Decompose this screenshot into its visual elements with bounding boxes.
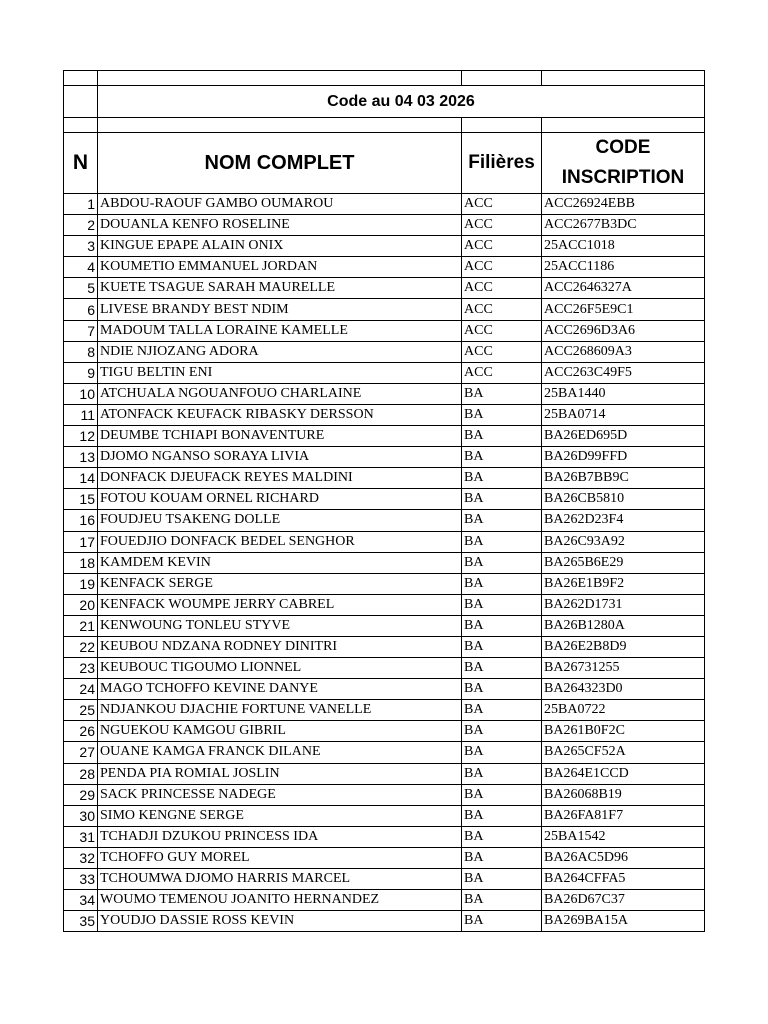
row-name: SACK PRINCESSE NADEGE bbox=[98, 784, 462, 805]
row-name: DEUMBE TCHIAPI BONAVENTURE bbox=[98, 426, 462, 447]
row-filiere: BA bbox=[462, 404, 542, 425]
row-name: TCHOFFO GUY MOREL bbox=[98, 847, 462, 868]
row-number: 31 bbox=[64, 826, 98, 847]
row-code: BA264323D0 bbox=[542, 679, 705, 700]
row-name: NGUEKOU KAMGOU GIBRIL bbox=[98, 721, 462, 742]
row-code: BA26AC5D96 bbox=[542, 847, 705, 868]
row-code: BA26D67C37 bbox=[542, 890, 705, 911]
row-filiere: BA bbox=[462, 742, 542, 763]
row-filiere: ACC bbox=[462, 194, 542, 215]
header-n: N bbox=[64, 133, 98, 194]
row-code: BA26068B19 bbox=[542, 784, 705, 805]
row-filiere: BA bbox=[462, 847, 542, 868]
row-filiere: ACC bbox=[462, 299, 542, 320]
empty-cell bbox=[462, 71, 542, 86]
title-row bbox=[64, 86, 705, 118]
row-filiere: BA bbox=[462, 447, 542, 468]
row-code: BA264CFFA5 bbox=[542, 869, 705, 890]
table-row bbox=[64, 362, 705, 383]
table-row bbox=[64, 784, 705, 805]
row-number: 22 bbox=[64, 636, 98, 657]
table-row bbox=[64, 299, 705, 320]
row-code: BA26E1B9F2 bbox=[542, 573, 705, 594]
row-code: 25BA0714 bbox=[542, 404, 705, 425]
row-name: KAMDEM KEVIN bbox=[98, 552, 462, 573]
row-number: 29 bbox=[64, 784, 98, 805]
table-row bbox=[64, 869, 705, 890]
empty-cell bbox=[64, 118, 98, 133]
row-code: BA262D1731 bbox=[542, 594, 705, 615]
row-name: OUANE KAMGA FRANCK DILANE bbox=[98, 742, 462, 763]
row-number: 12 bbox=[64, 426, 98, 447]
table-row bbox=[64, 826, 705, 847]
row-filiere: BA bbox=[462, 594, 542, 615]
row-code: ACC2646327A bbox=[542, 278, 705, 299]
table-row bbox=[64, 531, 705, 552]
row-number: 18 bbox=[64, 552, 98, 573]
row-name: KEUBOU NDZANA RODNEY DINITRI bbox=[98, 636, 462, 657]
row-number: 13 bbox=[64, 447, 98, 468]
row-filiere: BA bbox=[462, 826, 542, 847]
row-number: 14 bbox=[64, 468, 98, 489]
row-name: KENFACK SERGE bbox=[98, 573, 462, 594]
table-row bbox=[64, 679, 705, 700]
table-row bbox=[64, 658, 705, 679]
table-row bbox=[64, 721, 705, 742]
row-number: 27 bbox=[64, 742, 98, 763]
row-filiere: ACC bbox=[462, 341, 542, 362]
empty-cell bbox=[98, 71, 462, 86]
row-code: BA26C93A92 bbox=[542, 531, 705, 552]
row-number: 3 bbox=[64, 236, 98, 257]
row-filiere: BA bbox=[462, 721, 542, 742]
row-code: 25BA1440 bbox=[542, 383, 705, 404]
row-filiere: BA bbox=[462, 615, 542, 636]
row-number: 6 bbox=[64, 299, 98, 320]
row-number: 34 bbox=[64, 890, 98, 911]
row-number: 32 bbox=[64, 847, 98, 868]
table-row bbox=[64, 426, 705, 447]
header-row bbox=[64, 133, 705, 194]
row-code: ACC26F5E9C1 bbox=[542, 299, 705, 320]
row-number: 19 bbox=[64, 573, 98, 594]
row-code: ACC268609A3 bbox=[542, 341, 705, 362]
blank-row bbox=[64, 71, 705, 86]
row-filiere: BA bbox=[462, 763, 542, 784]
table-row bbox=[64, 847, 705, 868]
row-code: BA26B7BB9C bbox=[542, 468, 705, 489]
row-name: KOUMETIO EMMANUEL JORDAN bbox=[98, 257, 462, 278]
row-filiere: ACC bbox=[462, 257, 542, 278]
table-row bbox=[64, 257, 705, 278]
blank-row bbox=[64, 118, 705, 133]
row-code: BA262D23F4 bbox=[542, 510, 705, 531]
empty-cell bbox=[542, 118, 705, 133]
table-row bbox=[64, 489, 705, 510]
empty-cell bbox=[542, 71, 705, 86]
row-filiere: BA bbox=[462, 531, 542, 552]
empty-cell bbox=[462, 118, 542, 133]
table-row bbox=[64, 278, 705, 299]
row-filiere: BA bbox=[462, 658, 542, 679]
table-row bbox=[64, 447, 705, 468]
empty-cell bbox=[64, 71, 98, 86]
row-filiere: BA bbox=[462, 489, 542, 510]
row-name: DONFACK DJEUFACK REYES MALDINI bbox=[98, 468, 462, 489]
row-filiere: BA bbox=[462, 426, 542, 447]
row-name: KINGUE EPAPE ALAIN ONIX bbox=[98, 236, 462, 257]
row-name: LIVESE BRANDY BEST NDIM bbox=[98, 299, 462, 320]
row-number: 8 bbox=[64, 341, 98, 362]
row-name: ABDOU-RAOUF GAMBO OUMAROU bbox=[98, 194, 462, 215]
row-filiere: ACC bbox=[462, 236, 542, 257]
table-row bbox=[64, 573, 705, 594]
table-row bbox=[64, 468, 705, 489]
table-row bbox=[64, 805, 705, 826]
row-number: 2 bbox=[64, 215, 98, 236]
table-row bbox=[64, 215, 705, 236]
row-number: 15 bbox=[64, 489, 98, 510]
header-code-line1: CODE bbox=[595, 137, 651, 158]
row-name: MAGO TCHOFFO KEVINE DANYE bbox=[98, 679, 462, 700]
row-filiere: BA bbox=[462, 805, 542, 826]
row-number: 33 bbox=[64, 869, 98, 890]
row-name: NDJANKOU DJACHIE FORTUNE VANELLE bbox=[98, 700, 462, 721]
table-row bbox=[64, 763, 705, 784]
row-code: BA265B6E29 bbox=[542, 552, 705, 573]
row-filiere: BA bbox=[462, 679, 542, 700]
row-code: ACC26924EBB bbox=[542, 194, 705, 215]
row-code: BA26ED695D bbox=[542, 426, 705, 447]
row-name: SIMO KENGNE SERGE bbox=[98, 805, 462, 826]
row-number: 7 bbox=[64, 320, 98, 341]
row-number: 23 bbox=[64, 658, 98, 679]
row-code: ACC2696D3A6 bbox=[542, 320, 705, 341]
table-body bbox=[64, 71, 705, 932]
row-code: BA26B1280A bbox=[542, 615, 705, 636]
row-name: DOUANLA KENFO ROSELINE bbox=[98, 215, 462, 236]
row-code: BA26CB5810 bbox=[542, 489, 705, 510]
row-name: MADOUM TALLA LORAINE KAMELLE bbox=[98, 320, 462, 341]
row-name: FOUEDJIO DONFACK BEDEL SENGHOR bbox=[98, 531, 462, 552]
row-filiere: ACC bbox=[462, 320, 542, 341]
row-code: BA26E2B8D9 bbox=[542, 636, 705, 657]
row-name: TCHADJI DZUKOU PRINCESS IDA bbox=[98, 826, 462, 847]
row-filiere: BA bbox=[462, 700, 542, 721]
row-code: BA269BA15A bbox=[542, 911, 705, 932]
empty-cell bbox=[98, 118, 462, 133]
row-number: 9 bbox=[64, 362, 98, 383]
table-row bbox=[64, 700, 705, 721]
row-number: 25 bbox=[64, 700, 98, 721]
row-number: 1 bbox=[64, 194, 98, 215]
row-number: 26 bbox=[64, 721, 98, 742]
table-row bbox=[64, 236, 705, 257]
table-row bbox=[64, 615, 705, 636]
row-number: 11 bbox=[64, 404, 98, 425]
row-filiere: BA bbox=[462, 784, 542, 805]
row-number: 28 bbox=[64, 763, 98, 784]
empty-cell bbox=[64, 86, 98, 118]
row-number: 17 bbox=[64, 531, 98, 552]
row-code: 25BA1542 bbox=[542, 826, 705, 847]
table-row bbox=[64, 194, 705, 215]
row-name: DJOMO NGANSO SORAYA LIVIA bbox=[98, 447, 462, 468]
row-code: ACC263C49F5 bbox=[542, 362, 705, 383]
row-code: BA261B0F2C bbox=[542, 721, 705, 742]
header-code-line2: INSCRIPTION bbox=[561, 167, 685, 188]
table-row bbox=[64, 383, 705, 404]
row-name: KEUBOUC TIGOUMO LIONNEL bbox=[98, 658, 462, 679]
row-number: 16 bbox=[64, 510, 98, 531]
row-code: ACC2677B3DC bbox=[542, 215, 705, 236]
table-row bbox=[64, 742, 705, 763]
row-name: TIGU BELTIN ENI bbox=[98, 362, 462, 383]
row-number: 10 bbox=[64, 383, 98, 404]
row-filiere: BA bbox=[462, 468, 542, 489]
row-code: BA26731255 bbox=[542, 658, 705, 679]
row-filiere: BA bbox=[462, 573, 542, 594]
row-code: BA265CF52A bbox=[542, 742, 705, 763]
row-name: PENDA PIA ROMIAL JOSLIN bbox=[98, 763, 462, 784]
row-filiere: BA bbox=[462, 510, 542, 531]
table-row bbox=[64, 341, 705, 362]
row-filiere: ACC bbox=[462, 215, 542, 236]
row-number: 20 bbox=[64, 594, 98, 615]
row-name: KENWOUNG TONLEU STYVE bbox=[98, 615, 462, 636]
page-title: Code au 04 03 2026 bbox=[98, 86, 705, 118]
table-row bbox=[64, 404, 705, 425]
row-number: 35 bbox=[64, 911, 98, 932]
row-name: YOUDJO DASSIE ROSS KEVIN bbox=[98, 911, 462, 932]
table-row bbox=[64, 510, 705, 531]
table-row bbox=[64, 320, 705, 341]
row-name: KUETE TSAGUE SARAH MAURELLE bbox=[98, 278, 462, 299]
row-name: FOTOU KOUAM ORNEL RICHARD bbox=[98, 489, 462, 510]
row-filiere: BA bbox=[462, 869, 542, 890]
row-number: 4 bbox=[64, 257, 98, 278]
row-code: 25ACC1186 bbox=[542, 257, 705, 278]
row-code: BA264E1CCD bbox=[542, 763, 705, 784]
row-code: BA26D99FFD bbox=[542, 447, 705, 468]
row-name: WOUMO TEMENOU JOANITO HERNANDEZ bbox=[98, 890, 462, 911]
row-number: 24 bbox=[64, 679, 98, 700]
row-filiere: BA bbox=[462, 552, 542, 573]
row-code: BA26FA81F7 bbox=[542, 805, 705, 826]
row-code: 25ACC1018 bbox=[542, 236, 705, 257]
row-name: NDIE NJIOZANG ADORA bbox=[98, 341, 462, 362]
row-filiere: BA bbox=[462, 890, 542, 911]
header-filiere: Filières bbox=[462, 133, 542, 194]
table-row bbox=[64, 636, 705, 657]
row-name: ATCHUALA NGOUANFOUO CHARLAINE bbox=[98, 383, 462, 404]
table-row bbox=[64, 552, 705, 573]
row-filiere: BA bbox=[462, 911, 542, 932]
row-name: ATONFACK KEUFACK RIBASKY DERSSON bbox=[98, 404, 462, 425]
registration-table bbox=[63, 70, 705, 932]
row-filiere: BA bbox=[462, 636, 542, 657]
row-number: 5 bbox=[64, 278, 98, 299]
table-row bbox=[64, 594, 705, 615]
row-number: 30 bbox=[64, 805, 98, 826]
row-number: 21 bbox=[64, 615, 98, 636]
header-name: NOM COMPLET bbox=[98, 133, 462, 194]
row-name: TCHOUMWA DJOMO HARRIS MARCEL bbox=[98, 869, 462, 890]
header-code bbox=[542, 133, 705, 194]
row-name: FOUDJEU TSAKENG DOLLE bbox=[98, 510, 462, 531]
row-filiere: BA bbox=[462, 383, 542, 404]
row-filiere: ACC bbox=[462, 362, 542, 383]
row-filiere: ACC bbox=[462, 278, 542, 299]
row-name: KENFACK WOUMPE JERRY CABREL bbox=[98, 594, 462, 615]
table-row bbox=[64, 911, 705, 932]
table-row bbox=[64, 890, 705, 911]
row-code: 25BA0722 bbox=[542, 700, 705, 721]
